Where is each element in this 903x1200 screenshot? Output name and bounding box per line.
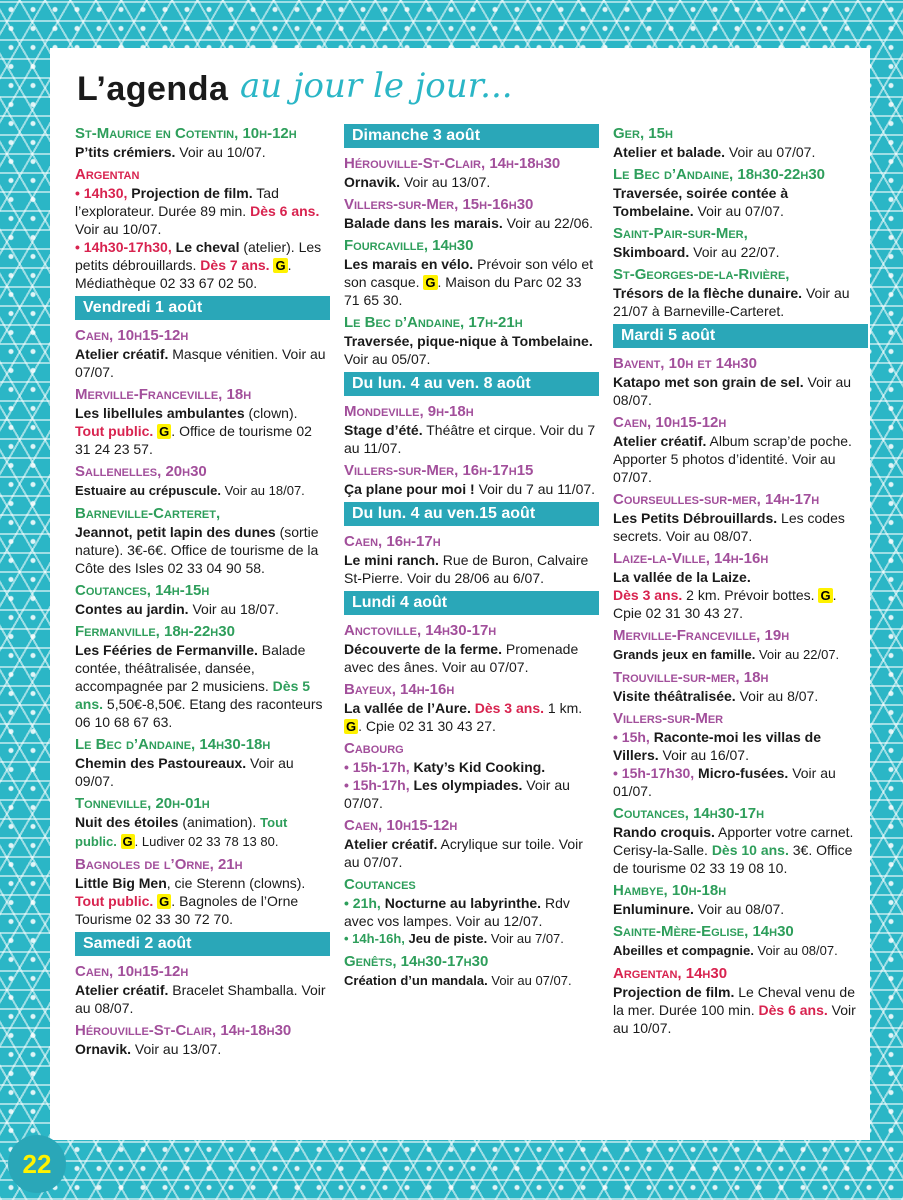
entry-text: Voir au 21/07 à Barneville-Carteret. bbox=[613, 285, 850, 319]
entry-place: Bavent, 10h et 14h30 bbox=[613, 355, 757, 372]
entry-text: Promenade avec des ânes. Voir au 07/07. bbox=[344, 641, 579, 675]
entry-title: Stage d’été. bbox=[344, 422, 423, 438]
entry-place: Mondeville, 9h-18h bbox=[344, 403, 474, 420]
entry-title: Atelier créatif. bbox=[344, 836, 438, 852]
agenda-entry bbox=[613, 413, 868, 486]
entry-title: Atelier et balade. bbox=[613, 144, 726, 160]
entry-text: . Cpie 02 31 30 43 27. bbox=[613, 587, 837, 621]
entry-text: Prévoir son vélo et son casque. bbox=[344, 256, 594, 290]
entry-title: Katy’s Kid Cooking. bbox=[409, 759, 546, 775]
entry-title: Micro-fusées. bbox=[694, 765, 789, 781]
entry-text: Album scrap’de poche. Apporter 5 photos d’identité. Voir au 07/07. bbox=[613, 433, 852, 485]
entry-title: Ça plane pour moi ! bbox=[344, 481, 475, 497]
entry-title: Little Big Men bbox=[75, 875, 167, 891]
day-header: Vendredi 1 août bbox=[75, 296, 330, 320]
entry-title: Ornavik. bbox=[344, 174, 401, 190]
entry-title: Traversée, pique-nique à Tombelaine. bbox=[344, 333, 593, 349]
entry-time: • 15h-17h, bbox=[344, 777, 410, 793]
entry-place: Caen, 10h15-12h bbox=[75, 963, 189, 980]
agenda-entry bbox=[344, 154, 599, 191]
entry-text: Les codes secrets. Voir au 08/07. bbox=[613, 510, 845, 544]
entry-title: Le mini ranch. bbox=[344, 552, 439, 568]
entry-place: Villers-sur-Mer bbox=[613, 710, 724, 727]
free-badge: G bbox=[346, 719, 357, 734]
entry-title: Visite théâtralisée. bbox=[613, 688, 736, 704]
entry-place: St-Georges-de-la-Rivière, bbox=[613, 266, 790, 283]
agenda-entry bbox=[344, 236, 599, 309]
agenda-entry bbox=[75, 504, 330, 577]
day-header: Samedi 2 août bbox=[75, 932, 330, 956]
entry-text: , cie Sterenn (clowns). bbox=[166, 875, 306, 891]
agenda-entry bbox=[344, 621, 599, 676]
entry-text: Masque vénitien. Voir au 07/07. bbox=[75, 346, 326, 380]
free-badge: G bbox=[275, 258, 286, 273]
entry-text: Voir au 10/07. bbox=[75, 221, 162, 237]
entry-text: Voir au 18/07. bbox=[220, 483, 305, 498]
agenda-entry bbox=[613, 224, 868, 261]
agenda-entry bbox=[613, 668, 868, 705]
entry-text: Voir au 22/07. bbox=[689, 244, 780, 260]
agenda-entry bbox=[75, 794, 330, 851]
entry-text: . Bagnoles de l’Orne Tourisme 02 33 30 72 70. bbox=[75, 893, 299, 927]
agenda-column-1 bbox=[75, 124, 330, 1062]
entry-text: Voir au 13/07. bbox=[400, 174, 491, 190]
entry-place: Villers-sur-Mer, 15h-16h30 bbox=[344, 196, 534, 213]
day-header: Mardi 5 août bbox=[613, 324, 868, 348]
entry-place: Courseulles-sur-mer, 14h-17h bbox=[613, 491, 820, 508]
entry-text: Voir au 10/07. bbox=[175, 144, 266, 160]
entry-title: Atelier créatif. bbox=[613, 433, 707, 449]
agenda-entry bbox=[344, 461, 599, 498]
entry-place: Barneville-Carteret, bbox=[75, 505, 221, 522]
agenda-entry bbox=[75, 385, 330, 458]
entry-title: Katapo met son grain de sel. bbox=[613, 374, 804, 390]
page-number: 22 bbox=[8, 1135, 66, 1193]
agenda-entry bbox=[613, 490, 868, 545]
entry-place: Le Bec d’Andaine, 14h30-18h bbox=[75, 736, 271, 753]
entry-age: Dès 6 ans. bbox=[250, 203, 320, 219]
agenda-entry bbox=[613, 165, 868, 220]
entry-place: Coutances, 14h-15h bbox=[75, 582, 210, 599]
agenda-entry bbox=[344, 532, 599, 587]
entry-title: Les Fééries de Fermanville. bbox=[75, 642, 258, 658]
entry-time: • 15h-17h, bbox=[344, 759, 410, 775]
agenda-entry bbox=[613, 124, 868, 161]
entry-text: Théâtre et cirque. Voir du 7 au 11/07. bbox=[344, 422, 596, 456]
entry-age: Dès 3 ans. bbox=[613, 587, 683, 603]
entry-text: Voir au 8/07. bbox=[735, 688, 819, 704]
entry-text: Voir au 07/07. bbox=[725, 144, 816, 160]
entry-text: Acrylique sur toile. Voir au 07/07. bbox=[344, 836, 583, 870]
entry-place: Laize-la-Ville, 14h-16h bbox=[613, 550, 769, 567]
entry-text: Voir au 13/07. bbox=[131, 1041, 222, 1057]
entry-title: Contes au jardin. bbox=[75, 601, 189, 617]
entry-text: (animation). bbox=[178, 814, 261, 830]
free-badge: G bbox=[820, 588, 831, 603]
entry-place: Fourcaville, 14h30 bbox=[344, 237, 474, 254]
agenda-entry bbox=[75, 462, 330, 500]
agenda-entry bbox=[344, 739, 599, 812]
agenda-entry bbox=[75, 124, 330, 161]
agenda-column-2 bbox=[344, 124, 599, 994]
agenda-entry bbox=[344, 875, 599, 948]
agenda-entry bbox=[613, 964, 868, 1037]
entry-title: Les Petits Débrouillards. bbox=[613, 510, 778, 526]
day-header: Lundi 4 août bbox=[344, 591, 599, 615]
free-badge: G bbox=[159, 894, 170, 909]
entry-text: Tad l’explorateur. Durée 89 min. bbox=[75, 185, 279, 219]
agenda-entry bbox=[75, 962, 330, 1017]
agenda-entry bbox=[613, 626, 868, 664]
agenda-entry bbox=[75, 581, 330, 618]
entry-text: Rue de Buron, Calvaire St-Pierre. Voir du 28/06 au 6/07. bbox=[344, 552, 589, 586]
entry-text: . Médiathèque 02 33 67 02 50. bbox=[75, 257, 292, 291]
entry-place: Cabourg bbox=[344, 740, 404, 757]
entry-place: Sallenelles, 20h30 bbox=[75, 463, 207, 480]
free-badge: G bbox=[159, 424, 170, 439]
entry-audience: Tout public. bbox=[75, 815, 288, 849]
entry-title: Création d’un mandala. bbox=[344, 973, 488, 988]
entry-text: 3€. Office de tourisme 02 33 19 08 10. bbox=[613, 842, 853, 876]
agenda-entry bbox=[75, 1021, 330, 1058]
entry-place: Merville-Franceville, 19h bbox=[613, 627, 790, 644]
entry-title: Estuaire au crépuscule. bbox=[75, 483, 221, 498]
agenda-entry bbox=[75, 622, 330, 731]
entry-time: • 14h30, bbox=[75, 185, 128, 201]
entry-text: 2 km. Prévoir bottes. bbox=[682, 587, 819, 603]
entry-time: • 21h, bbox=[344, 895, 381, 911]
entry-place: Tonneville, 20h-01h bbox=[75, 795, 210, 812]
entry-place: Ger, 15h bbox=[613, 125, 673, 142]
entry-title: Nocturne au labyrinthe. bbox=[380, 895, 542, 911]
entry-title: Ornavik. bbox=[75, 1041, 132, 1057]
entry-text: Voir au 10/07. bbox=[613, 1002, 856, 1036]
entry-text: Voir au 22/06. bbox=[502, 215, 594, 231]
entry-text: Balade contée, théâtralisée, dansée, accompagnée par 2 musiciens. bbox=[75, 642, 306, 694]
entry-text: Voir au 09/07. bbox=[75, 755, 294, 789]
entry-text: (atelier). Les petits débrouillards. bbox=[75, 239, 322, 273]
entry-time: • 14h30-17h30, bbox=[75, 239, 172, 255]
entry-title: Atelier créatif. bbox=[75, 346, 169, 362]
entry-place: Fermanville, 18h-22h30 bbox=[75, 623, 235, 640]
entry-time: • 15h, bbox=[613, 729, 650, 745]
entry-title: Abeilles et compagnie. bbox=[613, 943, 754, 958]
entry-title: Le cheval bbox=[171, 239, 240, 255]
entry-place: Villers-sur-Mer, 16h-17h15 bbox=[344, 462, 534, 479]
entry-place: Hérouville-St-Clair, 14h-18h30 bbox=[75, 1022, 292, 1039]
entry-text: Voir au 16/07. bbox=[658, 747, 749, 763]
entry-text: Voir au 08/07. bbox=[693, 901, 785, 917]
entry-title: Projection de film. bbox=[127, 185, 253, 201]
entry-title: Balade dans les marais. bbox=[344, 215, 503, 231]
agenda-entry bbox=[613, 549, 868, 622]
entry-title: Trésors de la flèche dunaire. bbox=[613, 285, 803, 301]
entry-time: • 15h-17h30, bbox=[613, 765, 695, 781]
entry-place: Argentan, 14h30 bbox=[613, 965, 728, 982]
entry-place: Caen, 16h-17h bbox=[344, 533, 441, 550]
agenda-entry bbox=[613, 881, 868, 918]
entry-title: Enluminure. bbox=[613, 901, 694, 917]
entry-place: Caen, 10h15-12h bbox=[75, 327, 189, 344]
entry-place: Merville-Franceville, 18h bbox=[75, 386, 252, 403]
entry-text: . Cpie 02 31 30 43 27. bbox=[358, 718, 496, 734]
agenda-entry bbox=[613, 709, 868, 800]
entry-title: Jeannot, petit lapin des dunes bbox=[75, 524, 276, 540]
entry-text: Le Cheval venu de la mer. Durée 100 min. bbox=[613, 984, 855, 1018]
entry-title: La vallée de l’Aure. bbox=[344, 700, 471, 716]
agenda-entry bbox=[344, 952, 599, 990]
entry-text: Voir au 05/07. bbox=[344, 351, 431, 367]
entry-place: Caen, 10h15-12h bbox=[613, 414, 727, 431]
entry-place: Genêts, 14h30-17h30 bbox=[344, 953, 489, 970]
entry-text: Voir au 01/07. bbox=[613, 765, 836, 799]
entry-title: Les olympiades. bbox=[409, 777, 523, 793]
entry-text: Apporter votre carnet. Cerisy-la-Salle. bbox=[613, 824, 854, 858]
agenda-entry bbox=[75, 326, 330, 381]
entry-title: Chemin des Pastoureaux. bbox=[75, 755, 247, 771]
entry-age: Dès 7 ans. bbox=[200, 257, 270, 273]
day-header: Du lun. 4 au ven.15 août bbox=[344, 502, 599, 526]
entry-text: Voir au 7/07. bbox=[487, 931, 564, 946]
entry-text: (sortie nature). 3€-6€. Office de tourisme de la Côte des Isles 02 33 04 90 58. bbox=[75, 524, 319, 576]
entry-text: . Office de tourisme 02 31 24 23 57. bbox=[75, 423, 312, 457]
entry-place: Argentan bbox=[75, 166, 140, 183]
entry-title: Jeu de piste. bbox=[404, 931, 488, 946]
entry-text: Voir au 07/07. bbox=[487, 973, 572, 988]
agenda-entry bbox=[613, 804, 868, 877]
entry-place: Coutances bbox=[344, 876, 416, 893]
entry-time: • 14h-16h, bbox=[344, 931, 405, 946]
free-badge: G bbox=[425, 275, 436, 290]
entry-place: Trouville-sur-mer, 18h bbox=[613, 669, 769, 686]
entry-text: Voir du 7 au 11/07. bbox=[474, 481, 596, 497]
agenda-column-3 bbox=[613, 124, 868, 1041]
entry-place: Coutances, 14h30-17h bbox=[613, 805, 765, 822]
entry-place: Caen, 10h15-12h bbox=[344, 817, 458, 834]
entry-text: Rdv avec vos lampes. Voir au 12/07. bbox=[344, 895, 570, 929]
agenda-entry bbox=[613, 922, 868, 960]
entry-audience: Tout public. bbox=[75, 423, 154, 439]
entry-title: Découverte de la ferme. bbox=[344, 641, 502, 657]
agenda-entry bbox=[613, 265, 868, 320]
entry-title: Rando croquis. bbox=[613, 824, 715, 840]
agenda-entry bbox=[344, 313, 599, 368]
entry-place: Bayeux, 14h-16h bbox=[344, 681, 455, 698]
entry-text: (clown). bbox=[244, 405, 298, 421]
entry-place: Hambye, 10h-18h bbox=[613, 882, 727, 899]
page-title: L’agenda bbox=[77, 70, 229, 108]
entry-text: Voir au 18/07. bbox=[188, 601, 279, 617]
entry-text: Bracelet Shamballa. Voir au 08/07. bbox=[75, 982, 326, 1016]
entry-text: . Ludiver 02 33 78 13 80. bbox=[134, 834, 279, 849]
entry-title: La vallée de la Laize. bbox=[613, 569, 751, 585]
agenda-entry bbox=[75, 165, 330, 292]
entry-text: . Maison du Parc 02 33 71 65 30. bbox=[344, 274, 582, 308]
entry-title: Atelier créatif. bbox=[75, 982, 169, 998]
entry-text: Voir au 07/07. bbox=[693, 203, 784, 219]
entry-text: 1 km. bbox=[544, 700, 583, 716]
agenda-entry bbox=[344, 402, 599, 457]
agenda-entry bbox=[75, 855, 330, 928]
entry-title: Raconte-moi les villas de Villers. bbox=[613, 729, 821, 763]
page-subtitle: au jour le jour... bbox=[240, 66, 513, 106]
agenda-entry bbox=[344, 680, 599, 735]
entry-place: Le Bec d’Andaine, 18h30-22h30 bbox=[613, 166, 826, 183]
entry-text: Voir au 22/07. bbox=[755, 647, 840, 662]
entry-title: Traversée, soirée contée à Tombelaine. bbox=[613, 185, 789, 219]
entry-place: Saint-Pair-sur-Mer, bbox=[613, 225, 748, 242]
day-header: Du lun. 4 au ven. 8 août bbox=[344, 372, 599, 396]
entry-title: P’tits crémiers. bbox=[75, 144, 176, 160]
entry-place: St-Maurice en Cotentin, 10h-12h bbox=[75, 125, 297, 142]
agenda-entry bbox=[75, 735, 330, 790]
agenda-entry bbox=[344, 816, 599, 871]
entry-title: Nuit des étoiles bbox=[75, 814, 179, 830]
entry-age: Dès 5 ans. bbox=[75, 678, 311, 712]
entry-place: Bagnoles de l’Orne, 21h bbox=[75, 856, 243, 873]
entry-place: Le Bec d’Andaine, 17h-21h bbox=[344, 314, 523, 331]
entry-title: Projection de film. bbox=[613, 984, 735, 1000]
entry-text: Voir au 08/07. bbox=[753, 943, 838, 958]
entry-title: Les marais en vélo. bbox=[344, 256, 474, 272]
entry-age: Dès 10 ans. bbox=[711, 842, 789, 858]
entry-title: Skimboard. bbox=[613, 244, 690, 260]
free-badge: G bbox=[122, 834, 133, 849]
entry-title: Les libellules ambulantes bbox=[75, 405, 245, 421]
day-header: Dimanche 3 août bbox=[344, 124, 599, 148]
entry-text: 5,50€-8,50€. Etang des raconteurs 06 10 68 67 63. bbox=[75, 696, 323, 730]
entry-age: Dès 3 ans. bbox=[470, 700, 544, 716]
entry-place: Hérouville-St-Clair, 14h-18h30 bbox=[344, 155, 561, 172]
entry-text: Voir au 08/07. bbox=[613, 374, 852, 408]
entry-text: Voir au 07/07. bbox=[344, 777, 570, 811]
entry-audience: Tout public. bbox=[75, 893, 154, 909]
entry-title: Grands jeux en famille. bbox=[613, 647, 756, 662]
entry-place: Sainte-Mère-Eglise, 14h30 bbox=[613, 923, 794, 940]
entry-age: Dès 6 ans. bbox=[758, 1002, 828, 1018]
agenda-entry bbox=[344, 195, 599, 232]
agenda-entry bbox=[613, 354, 868, 409]
entry-place: Anctoville, 14h30-17h bbox=[344, 622, 497, 639]
